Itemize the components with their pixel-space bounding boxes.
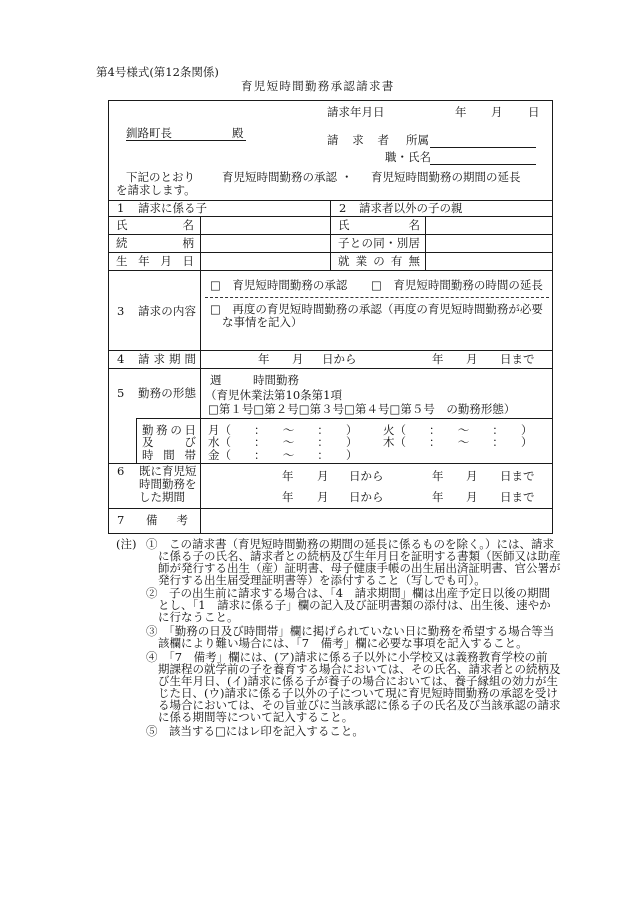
table-column-rule	[425, 216, 426, 270]
addressee-underline	[126, 140, 246, 141]
schedule-tuesday: 火（ ： 〜 ： ）	[383, 423, 533, 437]
note-4-line: ④ 「7 備考」欄には、(ア)請求に係る子以外に小学校又は義務教育学校の前	[146, 650, 548, 664]
note-2-line: に行なうこと。	[158, 610, 239, 624]
schedule-wednesday: 水（ ： 〜 ： ）	[208, 435, 358, 449]
label-glyph: 有	[390, 254, 403, 268]
label-glyph: の	[361, 236, 373, 250]
period-end-month: 月	[466, 352, 478, 366]
label-glyph: 務	[149, 386, 162, 400]
label-glyph: と	[349, 236, 362, 250]
table-rule	[108, 368, 552, 369]
note-4-line: じた日、(ウ)請求に係る子以外の子について現に育児短時間勤務の承認を受け	[158, 686, 558, 700]
intro-option-extension: 育児短時間勤務の期間の延長	[371, 170, 521, 184]
dashed-divider	[205, 297, 549, 298]
label-glyph: 別	[396, 236, 409, 250]
label-glyph: 勤	[142, 423, 154, 437]
position-name-underline	[430, 164, 536, 165]
table-rule	[136, 418, 552, 419]
child-birthdate-label	[116, 255, 194, 267]
label-glyph: 備	[146, 513, 158, 527]
label-glyph: ・	[385, 236, 397, 250]
option-time-extension-checkbox: □ 育児短時間勤務の時間の延長	[371, 278, 543, 292]
prior-period2-start-day: 日から	[349, 490, 384, 504]
label-glyph: 続	[116, 236, 128, 250]
label-glyph: 日	[184, 423, 196, 437]
label-glyph: 務	[156, 423, 168, 437]
section2-title: 請求者以外の子の親	[359, 201, 463, 215]
label-glyph: 勤	[138, 386, 150, 400]
section1-number: 1	[117, 201, 125, 215]
label-glyph: 求	[153, 352, 165, 366]
label-glyph: の	[170, 423, 182, 437]
intro-tail: を請求します。	[116, 183, 196, 197]
schedule-friday: 金（ ： 〜 ： ）	[208, 448, 358, 462]
requester-label	[327, 134, 389, 146]
prior-period2-start-year: 年	[282, 490, 294, 504]
request-date-month: 月	[491, 105, 503, 119]
label-glyph: 柄	[182, 236, 194, 250]
period-start-day: 日から	[322, 352, 357, 366]
section3-number: 3	[117, 304, 125, 318]
table-column-rule	[200, 216, 201, 533]
label-glyph: 業	[355, 254, 368, 268]
affiliation-label: 所属	[406, 133, 429, 147]
table-rule	[108, 270, 552, 271]
label-glyph: 請	[327, 133, 339, 147]
prior-period1-start-day: 日から	[349, 469, 384, 483]
label-glyph: 帯	[184, 448, 196, 462]
label-glyph: 請	[138, 304, 150, 318]
note-4-line: に係る期間等について記入すること。	[158, 710, 354, 724]
note-4-line: 期課程の就学前の子を養育する場合においては、その氏名、請求者との続柄及	[158, 662, 561, 676]
label-glyph: 容	[184, 304, 196, 318]
document-title: 育児短時間勤務承認請求書	[241, 79, 395, 93]
label-glyph: 年	[138, 254, 150, 268]
child-name-label	[116, 219, 194, 231]
period-start-year: 年	[258, 352, 270, 366]
prior-period2-end-month: 月	[466, 490, 478, 504]
label-glyph: の	[161, 304, 173, 318]
section5-title	[138, 387, 196, 399]
form-number: 第4号様式(第12条関係)	[96, 65, 219, 79]
intro-separator: ・	[341, 170, 353, 184]
addressee-honorific: 殿	[232, 126, 244, 140]
period-end-day: 日まで	[500, 352, 535, 366]
addressee: 釧路町長	[126, 126, 172, 140]
prior-period1-end-day: 日まで	[500, 469, 535, 483]
period-start-month: 月	[292, 352, 304, 366]
law-reference: （育児休業法第10条第1項	[205, 388, 342, 402]
note-2-line: ② 子の出生前に請求する場合は、「4 請求期間」欄は出産予定日以後の期間	[146, 586, 551, 600]
schedule-thursday: 木（ ： 〜 ： ）	[383, 435, 533, 449]
note-4-line: び生年月日、(イ)請求に係る子が養子の場合においては、養子縁組の効力が生	[158, 674, 558, 688]
schedule-label-line3	[142, 449, 196, 461]
prior-period2-end-year: 年	[432, 490, 444, 504]
note-2-line: とし、「1 請求に係る子」欄の記入及び証明書類の添付は、出生後、速やか	[158, 598, 551, 612]
label-glyph: 就	[338, 254, 350, 268]
label-glyph: 請	[138, 352, 150, 366]
label-glyph: 氏	[116, 218, 128, 232]
note-1-line: に係る子の氏名、請求者との続柄及び生年月日を証明する書類（医師又は助産	[158, 549, 561, 563]
option-approval-checkbox: □ 育児短時間勤務の承認	[210, 278, 348, 292]
schedule-monday: 月（ ： 〜 ： ）	[208, 423, 358, 437]
section6-title-line3: した期間	[139, 490, 185, 504]
prior-period2-end-day: 日まで	[500, 490, 535, 504]
request-date-day: 日	[528, 105, 540, 119]
note-3-line: ③ 「勤務の日及び時間帯」欄に掲げられていない日に勤務を希望する場合等当	[146, 624, 555, 638]
section7-number: 7	[117, 513, 125, 527]
prior-period2-start-month: 月	[317, 490, 329, 504]
label-glyph: の	[373, 254, 385, 268]
note-3-line: 該欄により難い場合には、「7 備考」欄に必要な事項を記入すること。	[158, 636, 528, 650]
section4-number: 4	[117, 352, 125, 366]
section1-title: 請求に係る子	[138, 201, 207, 215]
label-glyph: 無	[408, 254, 420, 268]
option-reapproval-checkbox: □ 再度の育児短時間勤務の承認（再度の育児短時間勤務が必要	[210, 302, 543, 316]
note-4-line: る場合においては、その旨並びに当該承認に係る子の氏名及び当該承認の請求	[158, 698, 561, 712]
label-glyph: 生	[116, 254, 128, 268]
position-name-label: 職・氏名	[385, 150, 431, 164]
note-5-line: ⑤ 該当する□にはレ印を記入すること。	[146, 724, 364, 738]
label-glyph: 態	[184, 386, 196, 400]
table-rule	[108, 508, 552, 509]
note-1-line: 師が発行する出生（産）証明書、母子健康手帳の出生届出済証明書、官公署が	[158, 561, 561, 575]
label-glyph: 居	[408, 236, 420, 250]
parent-name-label	[338, 219, 420, 231]
label-glyph: び	[184, 435, 196, 449]
intro-option-approval: 育児短時間勤務の承認	[222, 170, 337, 184]
section7-title	[146, 514, 188, 526]
label-glyph: 内	[172, 304, 185, 318]
parent-employment-label	[338, 255, 420, 267]
request-date-label: 請求年月日	[327, 105, 385, 119]
label-glyph: 期	[169, 352, 181, 366]
affiliation-underline	[430, 147, 536, 148]
label-glyph: 考	[176, 513, 188, 527]
section2-number: 2	[339, 201, 347, 215]
label-glyph: 子	[338, 236, 350, 250]
label-glyph: 形	[172, 386, 185, 400]
section3-title	[138, 305, 196, 317]
label-glyph: 及	[142, 435, 154, 449]
label-glyph: の	[161, 386, 173, 400]
prior-period1-start-month: 月	[317, 469, 329, 483]
label-glyph: 求	[149, 304, 162, 318]
table-column-rule	[136, 418, 137, 463]
work-week: 週	[210, 373, 222, 387]
option-reapproval-continued: な事情を記入）	[222, 315, 303, 329]
label-glyph: 氏	[338, 218, 350, 232]
label-glyph: 間	[184, 352, 196, 366]
section6-number: 6	[117, 464, 125, 478]
section5-number: 5	[117, 386, 125, 400]
period-end-year: 年	[432, 352, 444, 366]
label-glyph: 求	[352, 133, 364, 147]
label-glyph: 同	[373, 236, 385, 250]
note-1-line: 発行する出生届受理証明書等）を添付すること（写しでも可）。	[158, 573, 486, 587]
label-glyph: 月	[160, 254, 172, 268]
label-glyph: 名	[182, 218, 194, 232]
table-column-rule	[330, 200, 331, 270]
work-type-options: □第１号□第２号□第３号□第４号□第５号 の勤務形態）	[208, 402, 516, 416]
label-glyph: 日	[182, 254, 194, 268]
section6-title-line2: 時間勤務を	[139, 477, 197, 491]
prior-period1-end-year: 年	[432, 469, 444, 483]
schedule-label-line2	[142, 436, 196, 448]
parent-cohabitation-label	[338, 237, 420, 249]
child-relationship-label	[116, 237, 194, 249]
prior-period1-end-month: 月	[466, 469, 478, 483]
note-1-line: ① この請求書（育児短時間勤務の期間の延長に係るものを除く。）には、請求	[146, 537, 555, 551]
section4-title	[138, 353, 196, 365]
section6-title-line1: 既に育児短	[139, 464, 197, 478]
request-date-year: 年	[455, 105, 467, 119]
notes-label: (注)	[116, 537, 137, 551]
table-rule	[108, 350, 552, 351]
label-glyph: 時	[142, 448, 154, 462]
intro-lead: 下記のとおり	[126, 170, 195, 184]
label-glyph: 名	[408, 218, 420, 232]
prior-period1-start-year: 年	[282, 469, 294, 483]
label-glyph: 者	[377, 133, 389, 147]
label-glyph: 間	[163, 448, 175, 462]
work-hours: 時間勤務	[253, 373, 299, 387]
